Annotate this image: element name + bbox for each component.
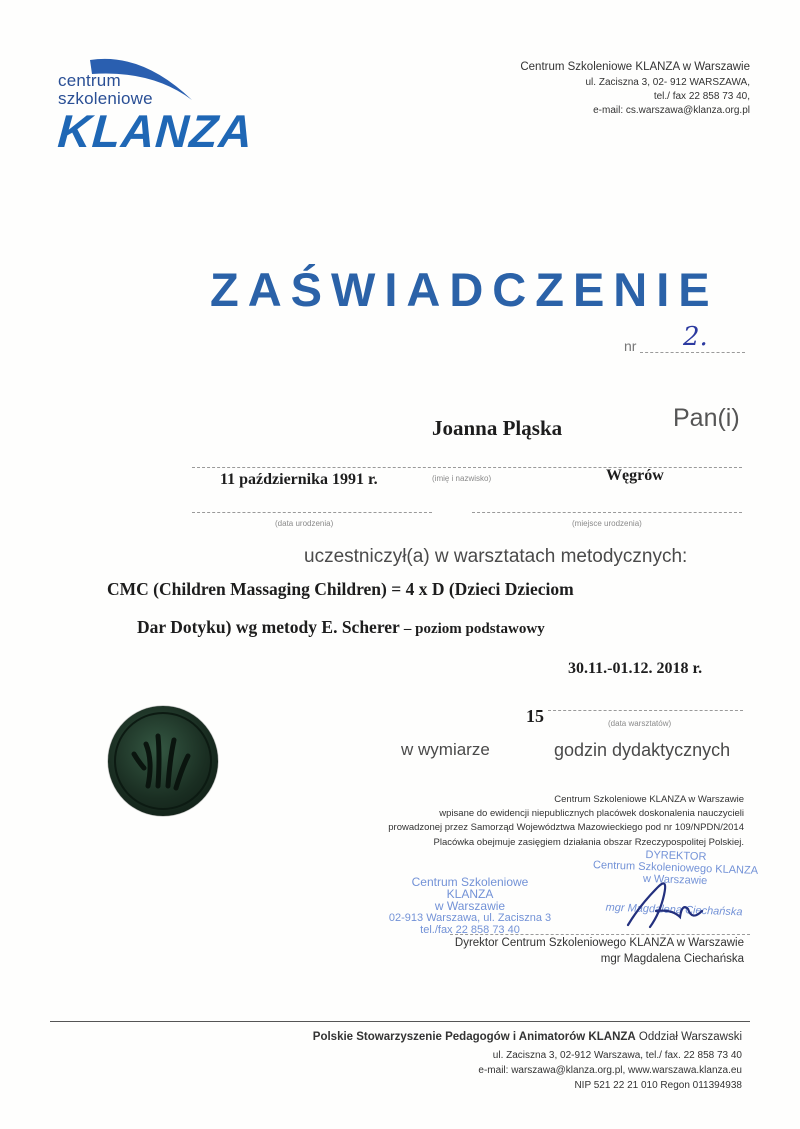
stamp-left-line4: 02-913 Warszawa, ul. Zaciszna 3 bbox=[388, 912, 552, 924]
embossed-seal bbox=[108, 706, 218, 816]
footer-org bbox=[313, 1030, 742, 1045]
birth-place-caption: (miejsce urodzenia) bbox=[572, 519, 642, 528]
institution-stamp bbox=[370, 876, 570, 936]
footer-divider bbox=[50, 1021, 750, 1022]
signature-dotted-line bbox=[450, 934, 750, 935]
number-dotted-line bbox=[640, 352, 745, 353]
footer-contact: e-mail: warszawa@klanza.org.pl, www.warszawa.klanza.eu bbox=[478, 1065, 742, 1076]
registration-line3: prowadzonej przez Samorząd Województwa Mazowieckiego pod nr 109/NPDN/2014 bbox=[388, 822, 744, 833]
logo-line1: centrum bbox=[58, 71, 121, 90]
registration-line2: wpisane do ewidencji niepublicznych placówek doskonalenia nauczycieli bbox=[439, 808, 744, 819]
stamp-left-line1: Centrum Szkoleniowe bbox=[411, 875, 529, 889]
header-phone: tel./ fax 22 858 73 40, bbox=[653, 91, 750, 102]
workshop-dates: 30.11.-01.12. 2018 r. bbox=[568, 660, 703, 677]
signature-icon bbox=[620, 865, 710, 940]
salutation: Pan(i) bbox=[673, 404, 740, 432]
footer-ids: NIP 521 22 21 010 Regon 011394938 bbox=[574, 1080, 742, 1091]
workshop-name: Dar Dotyku) wg metody E. Scherer bbox=[137, 617, 400, 637]
hours-prefix: w wymiarze bbox=[401, 740, 490, 759]
signatory-role: Dyrektor Centrum Szkoleniowego KLANZA w Warszawie bbox=[454, 937, 744, 949]
stamp-left-line3: w Warszawie bbox=[434, 899, 506, 913]
stamp-right-line1: DYREKTOR bbox=[645, 848, 707, 864]
dates-caption: (data warsztatów) bbox=[608, 719, 672, 728]
stamp-left-line5: tel./fax 22 858 73 40 bbox=[420, 924, 520, 936]
stamp-right-line2: Centrum Szkoleniowego KLANZA bbox=[592, 859, 759, 877]
header-email: e-mail: cs.warszawa@klanza.org.pl bbox=[593, 105, 750, 116]
number-value: 2. bbox=[683, 322, 708, 352]
document-title: ZAŚWIADCZENIE bbox=[210, 263, 719, 316]
stamp-right-line4: mgr Magdalena Ciechańska bbox=[605, 901, 743, 919]
birth-date: 11 października 1991 r. bbox=[220, 471, 378, 488]
logo-brand: KLANZA bbox=[56, 105, 255, 157]
footer-org-name: Polskie Stowarzyszenie Pedagogów i Animatorów KLANZA bbox=[312, 1031, 636, 1043]
signatory-name: mgr Magdalena Ciechańska bbox=[600, 953, 744, 965]
birth-date-dotted-line bbox=[192, 512, 432, 513]
name-caption: (imię i nazwisko) bbox=[432, 474, 492, 483]
footer-address: ul. Zaciszna 3, 02-912 Warszawa, tel./ fax. 22 858 73 40 bbox=[492, 1050, 742, 1061]
logo-line2: szkoleniowe bbox=[58, 89, 153, 108]
hours-suffix: godzin dydaktycznych bbox=[554, 740, 731, 760]
workshop-level: – poziom podstawowy bbox=[403, 621, 545, 637]
hours-value: 15 bbox=[526, 706, 544, 726]
logo bbox=[56, 71, 255, 157]
header-address: ul. Zaciszna 3, 02- 912 WARSZAWA, bbox=[585, 77, 750, 88]
participation-intro: uczestniczył(a) w warsztatach metodycznych: bbox=[304, 546, 688, 567]
workshop-name-line2 bbox=[137, 617, 545, 638]
registration-line4: Placówka obejmuje zasięgiem działania obszar Rzeczypospolitej Polskiej. bbox=[433, 837, 744, 848]
number-label: nr bbox=[624, 338, 637, 354]
stamp-left-line2: KLANZA bbox=[446, 887, 494, 901]
birth-place-dotted-line bbox=[472, 512, 742, 513]
birth-date-caption: (data urodzenia) bbox=[275, 519, 334, 528]
workshop-name-line1: CMC (Children Massaging Children) = 4 x D (Dzieci Dzieciom bbox=[107, 579, 574, 599]
footer-org-branch: Oddział Warszawski bbox=[635, 1031, 742, 1043]
dates-dotted-line bbox=[548, 710, 743, 711]
hand-seal-icon bbox=[108, 706, 218, 816]
birth-place: Węgrów bbox=[606, 467, 664, 484]
stamp-right-line3: w Warszawie bbox=[642, 872, 708, 888]
registration-line1: Centrum Szkoleniowe KLANZA w Warszawie bbox=[554, 794, 744, 805]
recipient-name: Joanna Pląska bbox=[432, 416, 563, 440]
header-org: Centrum Szkoleniowe KLANZA w Warszawie bbox=[520, 61, 750, 73]
